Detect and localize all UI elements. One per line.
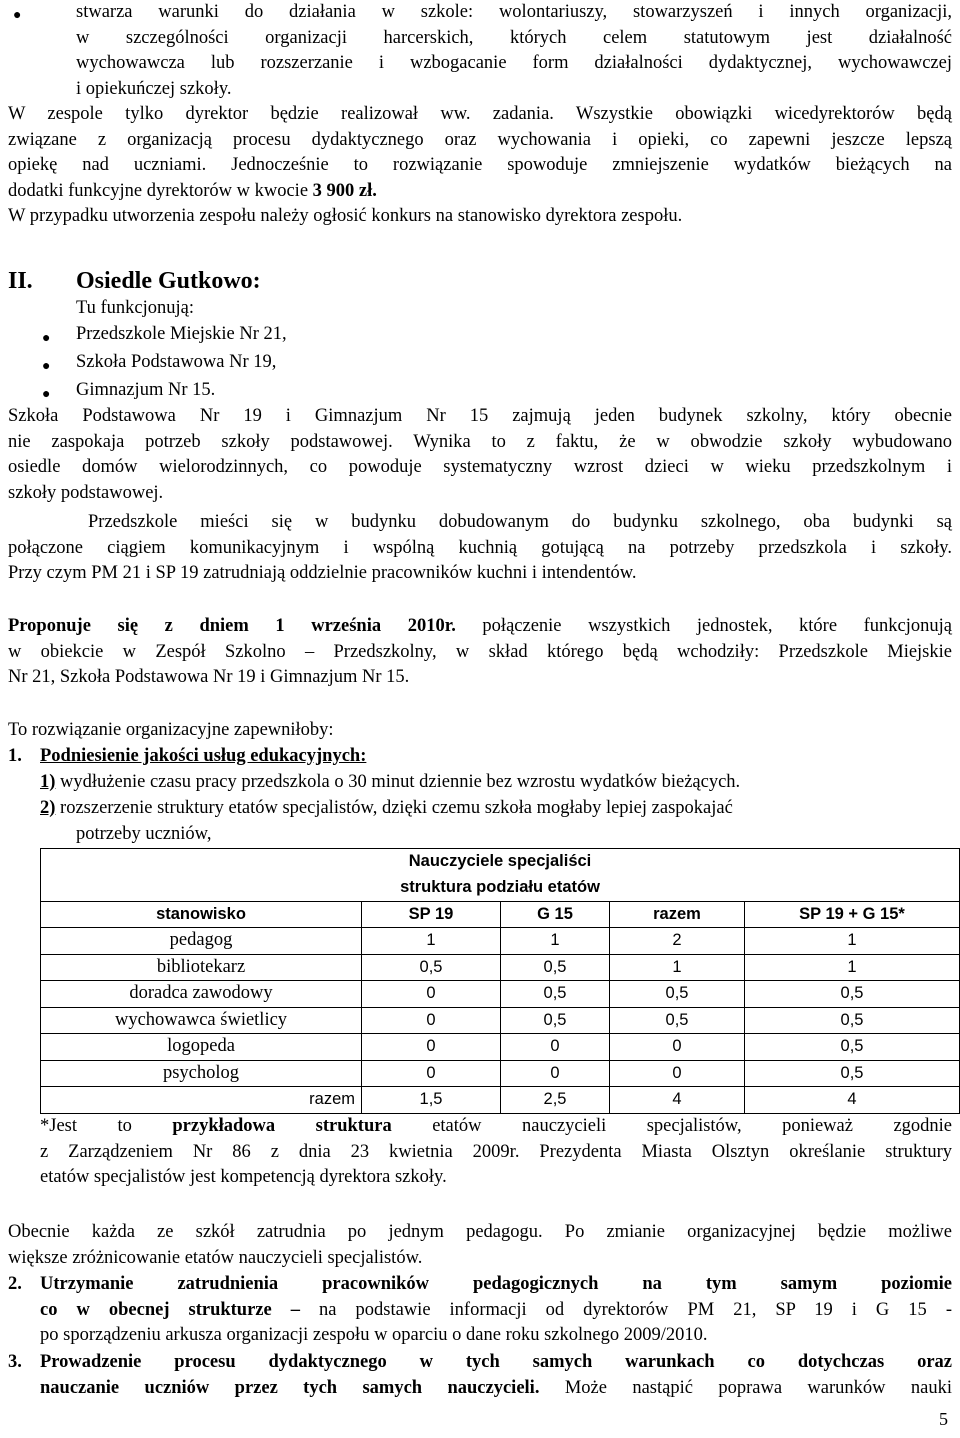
- table-cell: logopeda: [41, 1034, 362, 1061]
- table-cell: razem: [41, 1087, 362, 1114]
- text-line: nie zaspokaja potrzeb szkoły podstawowej. Wynika to z faktu, że w obwodzie szkoły wybudowano: [8, 431, 952, 452]
- table-row: [41, 954, 960, 981]
- bullet-icon: ●: [42, 387, 51, 402]
- table-cell: 0,5: [501, 981, 610, 1008]
- text-line: związane z organizacją procesu dydaktycznego oraz wychowania i opieki, co zapewni jeszcze lepszą: [8, 129, 952, 150]
- table-title: Nauczyciele specjaliści: [41, 849, 960, 876]
- paragraph-kindergarten: [8, 510, 952, 587]
- table-cell: 0,5: [610, 1007, 745, 1034]
- table-row: [41, 1007, 960, 1034]
- text-line: Nr 21, Szkoła Podstawowa Nr 19 i Gimnazjum Nr 15.: [8, 667, 410, 687]
- table-total-row: [41, 1087, 960, 1114]
- section-intro: Tu funkcjonują:: [76, 298, 195, 318]
- table-cell: bibliotekarz: [41, 954, 362, 981]
- paragraph-pedagogues: [8, 1220, 952, 1271]
- text-line: W przypadku utworzenia zespołu należy ogłosić konkurs na stanowisko dyrektora zespołu.: [8, 206, 683, 226]
- text-line: połączone ciągiem komunikacyjnym i wspólną kuchnią gotującą na potrzeby przedszkola i szkoły.: [8, 537, 952, 558]
- text-line: większe zróżnicowanie etatów nauczycieli specjalistów.: [8, 1247, 423, 1268]
- table-subtitle: struktura podziału etatów: [41, 875, 960, 901]
- table-row: [41, 1060, 960, 1087]
- top-bullet-text: [76, 0, 952, 102]
- item-2-number: 2.: [8, 1274, 22, 1294]
- text-line: Obecnie każda ze szkół zatrudnia po jednym pedagogu. Po zmianie organizacyjnej będzie możliwe: [8, 1222, 952, 1242]
- table-cell: 0,5: [362, 954, 501, 981]
- benefit-sub-2-cont: potrzeby uczniów,: [76, 824, 212, 844]
- table-cell: 0: [501, 1060, 610, 1087]
- list-item: Gimnazjum Nr 15.: [76, 380, 216, 400]
- table-header-cell: razem: [610, 901, 745, 928]
- text-line: szkoły podstawowej.: [8, 482, 164, 503]
- table-cell: 0,5: [745, 1007, 960, 1034]
- table-cell: 1: [501, 928, 610, 955]
- paragraph-building: [8, 404, 952, 506]
- text-line: Szkoła Podstawowa Nr 19 i Gimnazjum Nr 15 zajmują jeden budynek szkolny, który obecnie: [8, 406, 952, 426]
- paragraph-directors: [8, 102, 952, 230]
- text-line: Prowadzenie procesu dydaktycznego w tych samych warunkach co dotychczas oraz: [40, 1352, 952, 1372]
- text-line: opiekę nad uczniami. Jednocześnie to rozwiązanie spowoduje zmniejszenie wydatków bieżących na: [8, 155, 952, 175]
- benefits-intro: To rozwiązanie organizacyjne zapewniłoby:: [8, 720, 334, 740]
- text-line: co w obecnej strukturze – na podstawie informacji od dyrektorów PM 21, SP 19 i G 15 -: [40, 1299, 952, 1320]
- text-line: w obiekcie w Zespół Szkolno – Przedszkolny, w skład którego będą wchodziły: Przedszkole Miejskie: [8, 641, 952, 662]
- text-line: Przedszkole mieści się w budynku dobudowanym do budynku szkolnego, oba budynki są: [88, 512, 952, 532]
- table-cell: 1,5: [362, 1087, 501, 1114]
- table-cell: 1: [745, 928, 960, 955]
- table-cell: 0: [362, 1034, 501, 1061]
- table-header-cell: SP 19: [362, 901, 501, 928]
- benefit-1-heading: 1. Podniesienie jakości usług edukacyjnych:: [8, 746, 367, 766]
- table-cell: 0: [610, 1034, 745, 1061]
- table-cell: 0,5: [745, 1034, 960, 1061]
- table-cell: 0: [610, 1060, 745, 1087]
- list-item: Przedszkole Miejskie Nr 21,: [76, 324, 287, 344]
- paragraph-proposal: [8, 614, 952, 691]
- table-cell: 1: [362, 928, 501, 955]
- text-line: osiedle domów wielorodzinnych, co powoduje systematyczny wzrost dzieci w wieku przedszkolnym i: [8, 457, 952, 477]
- text-line: po sporządzeniu arkusza organizacji zespołu w oparciu o dane roku szkolnego 2009/2010.: [40, 1325, 708, 1345]
- text-line: *Jest to przykładowa struktura etatów nauczycieli specjalistów, ponieważ zgodnie: [40, 1116, 953, 1136]
- text-line: nauczanie uczniów przez tych samych nauczycieli. Może nastąpić poprawa warunków nauki: [40, 1377, 953, 1398]
- bullet-icon: ●: [13, 8, 22, 23]
- table-cell: pedagog: [41, 928, 362, 955]
- page-number: 5: [939, 1409, 948, 1429]
- table-cell: 0,5: [745, 981, 960, 1008]
- bullet-icon: ●: [42, 359, 51, 374]
- text-line: Utrzymanie zatrudnienia pracowników pedagogicznych na tym samym poziomie: [40, 1274, 952, 1294]
- table-cell: 1: [745, 954, 960, 981]
- text-line: wychowawcza lub rozszerzanie i wzbogacanie form działalności dydaktycznej, wychowawczej: [76, 53, 952, 73]
- table-cell: 0: [362, 981, 501, 1008]
- table-cell: 0: [362, 1060, 501, 1087]
- table-cell: 2,5: [501, 1087, 610, 1114]
- table-header-cell: G 15: [501, 901, 610, 928]
- table-row: [41, 1034, 960, 1061]
- benefit-sub-2: 2) rozszerzenie struktury etatów specjalistów, dzięki czemu szkoła mogłaby lepiej zaspokajać: [40, 798, 733, 818]
- table-cell: wychowawca świetlicy: [41, 1007, 362, 1034]
- text-line: W zespole tylko dyrektor będzie realizował ww. zadania. Wszystkie obowiązki wicedyrektorów będą: [8, 104, 952, 124]
- text-line: i opiekuńczej szkoły.: [76, 78, 232, 99]
- specialists-table: [40, 848, 960, 1114]
- text-line: Proponuje się z dniem 1 września 2010r. połączenie wszystkich jednostek, które funkcjonują: [8, 616, 953, 636]
- text-line: z Zarządzeniem Nr 86 z dnia 23 kwietnia 2009r. Prezydenta Miasta Olsztyn określanie struktury: [40, 1141, 952, 1162]
- table-header-row: [41, 901, 960, 928]
- table-cell: 1: [610, 954, 745, 981]
- table-cell: 0,5: [745, 1060, 960, 1087]
- table-cell: 2: [610, 928, 745, 955]
- table-cell: doradca zawodowy: [41, 981, 362, 1008]
- table-cell: 4: [745, 1087, 960, 1114]
- table-cell: 0,5: [610, 981, 745, 1008]
- table-row: [41, 981, 960, 1008]
- text-line: dodatki funkcyjne dyrektorów w kwocie 3 900 zł.: [8, 180, 377, 201]
- table-cell: 0: [362, 1007, 501, 1034]
- text-line: w szczególności organizacji harcerskich, których celem statutowym jest działalność: [76, 27, 952, 48]
- section-heading: II. Osiedle Gutkowo:: [8, 268, 261, 294]
- table-cell: 0: [501, 1034, 610, 1061]
- table-footnote: [40, 1114, 952, 1191]
- list-item: Szkoła Podstawowa Nr 19,: [76, 352, 277, 372]
- table-cell: psycholog: [41, 1060, 362, 1087]
- bullet-icon: ●: [42, 331, 51, 346]
- table-cell: 4: [610, 1087, 745, 1114]
- text-line: Przy czym PM 21 i SP 19 zatrudniają oddzielnie pracowników kuchni i intendentów.: [8, 563, 637, 583]
- benefit-sub-1: 1) wydłużenie czasu pracy przedszkola o 30 minut dziennie bez wzrostu wydatków bieżących.: [40, 772, 741, 792]
- table-cell: 0,5: [501, 1007, 610, 1034]
- item-3-number: 3.: [8, 1352, 22, 1372]
- text-line: etatów specjalistów jest kompetencją dyrektora szkoły.: [40, 1167, 447, 1187]
- item-3-text: [40, 1350, 952, 1401]
- item-2-text: [40, 1272, 952, 1349]
- table-header-cell: stanowisko: [41, 901, 362, 928]
- table-cell: 0,5: [501, 954, 610, 981]
- table-header-cell: SP 19 + G 15*: [745, 901, 960, 928]
- table-row: [41, 928, 960, 955]
- text-line: stwarza warunki do działania w szkole: wolontariuszy, stowarzyszeń i innych organizacji,: [76, 2, 952, 22]
